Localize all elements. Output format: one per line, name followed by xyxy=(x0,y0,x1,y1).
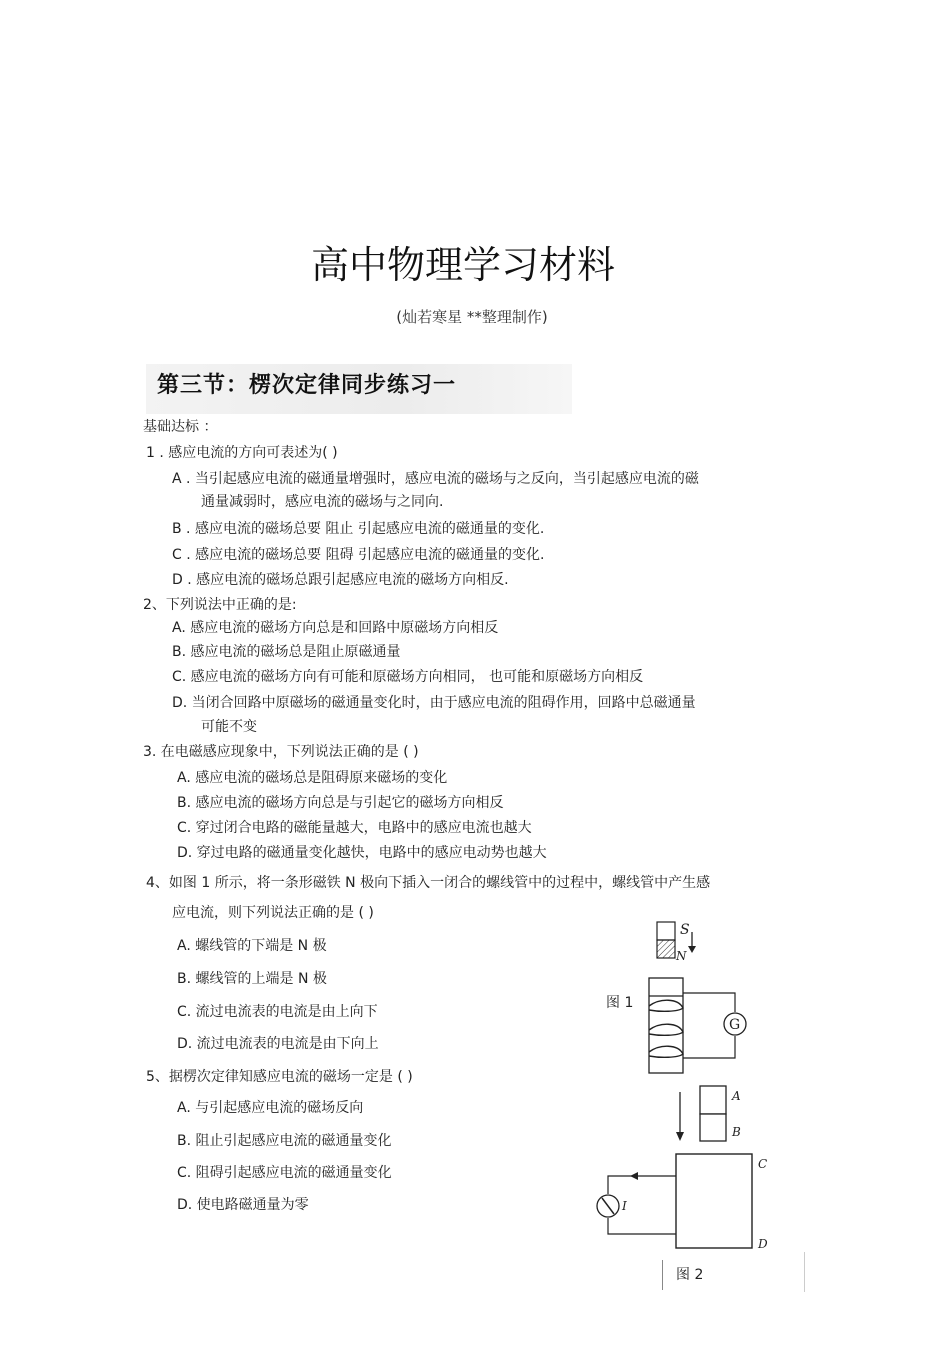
question-5-option-c: C. 阻碍引起感应电流的磁通量变化 xyxy=(177,1165,392,1181)
label-d: D xyxy=(758,1237,768,1251)
question-1-option-a: A . 当引起感应电流的磁通量增强时，感应电流的磁场与之反向，当引起感应电流的磁 xyxy=(172,471,699,487)
bar-magnet xyxy=(657,922,675,958)
question-1-option-a-cont: 通量减弱时，感应电流的磁场与之同向. xyxy=(201,494,444,510)
solenoid-coil xyxy=(649,978,683,1073)
question-2-option-a: A. 感应电流的磁场方向总是和回路中原磁场方向相反 xyxy=(172,620,499,636)
question-4-option-b: B. 螺线管的上端是 N 极 xyxy=(177,971,327,987)
question-3-option-d: D. 穿过电路的磁通量变化越快，电路中的感应电动势也越大 xyxy=(177,845,547,861)
question-3-option-b: B. 感应电流的磁场方向总是与引起它的磁场方向相反 xyxy=(177,795,504,811)
section-title: 第三节：楞次定律同步练习一 xyxy=(157,372,457,398)
label-a: A xyxy=(732,1089,741,1103)
question-1-option-d: D . 感应电流的磁场总跟引起感应电流的磁场方向相反. xyxy=(172,572,509,588)
figure-1-solenoid-diagram xyxy=(640,918,750,1078)
ammeter-label: I xyxy=(622,1199,627,1213)
galvanometer-icon xyxy=(724,1013,746,1035)
question-5-stem: 5、据楞次定律知感应电流的磁场一定是 ( ) xyxy=(146,1069,413,1085)
question-4-stem: 4、如图 1 所示，将一条形磁铁 N 极向下插入一闭合的螺线管中的过程中，螺线管中产生感 xyxy=(146,875,711,891)
coil-box xyxy=(676,1154,752,1248)
question-2-option-b: B. 感应电流的磁场总是阻止原磁通量 xyxy=(172,644,401,660)
question-5-option-d: D. 使电路磁通量为零 xyxy=(177,1197,309,1213)
question-4-stem-cont: 应电流，则下列说法正确的是 ( ) xyxy=(172,905,374,921)
bar-magnet xyxy=(700,1086,726,1141)
figure-2-circuit-diagram xyxy=(596,1084,786,1254)
question-4-option-a: A. 螺线管的下端是 N 极 xyxy=(177,938,327,954)
question-1-stem: 1 . 感应电流的方向可表述为( ) xyxy=(146,445,338,461)
label-b: B xyxy=(732,1125,741,1139)
label-c: C xyxy=(758,1157,768,1171)
ammeter-icon xyxy=(597,1195,619,1217)
magnet-s-label: S xyxy=(680,922,690,938)
question-3-stem: 3. 在电磁感应现象中，下列说法正确的是 ( ) xyxy=(143,744,419,760)
question-3-option-a: A. 感应电流的磁场总是阻碍原来磁场的变化 xyxy=(177,770,448,786)
question-1-option-b: B . 感应电流的磁场总要 阻止 引起感应电流的磁通量的变化. xyxy=(172,521,545,537)
current-arrow-icon xyxy=(630,1172,638,1180)
page-subtitle: (灿若寒星 **整理制作) xyxy=(396,308,548,326)
down-arrow-icon xyxy=(676,1092,684,1141)
section-category: 基础达标 ： xyxy=(143,419,218,435)
question-2-stem: 2、下列说法中正确的是: xyxy=(143,597,297,613)
galvanometer-label: G xyxy=(729,1017,741,1033)
question-2-option-d-cont: 可能不变 xyxy=(201,719,257,735)
magnet-n-label: N xyxy=(676,949,687,963)
question-1-option-c: C . 感应电流的磁场总要 阻碍 引起感应电流的磁通量的变化. xyxy=(172,547,545,563)
question-2-option-c: C. 感应电流的磁场方向有可能和原磁场方向相同， 也可能和原磁场方向相反 xyxy=(172,669,644,685)
figure-1-caption: 图 1 xyxy=(606,995,634,1011)
divider xyxy=(804,1252,805,1292)
figure-2-caption: 图 2 xyxy=(676,1267,704,1283)
page-title: 高中物理学习材料 xyxy=(310,243,615,287)
question-2-option-d: D. 当闭合回路中原磁场的磁通量变化时，由于感应电流的阻碍作用，回路中总磁通量 xyxy=(172,695,696,711)
question-3-option-c: C. 穿过闭合电路的磁能量越大，电路中的感应电流也越大 xyxy=(177,820,532,836)
question-5-option-b: B. 阻止引起感应电流的磁通量变化 xyxy=(177,1133,392,1149)
divider xyxy=(662,1260,663,1290)
question-4-option-c: C. 流过电流表的电流是由上向下 xyxy=(177,1004,378,1020)
question-5-option-a: A. 与引起感应电流的磁场反向 xyxy=(177,1100,364,1116)
question-4-option-d: D. 流过电流表的电流是由下向上 xyxy=(177,1036,379,1052)
